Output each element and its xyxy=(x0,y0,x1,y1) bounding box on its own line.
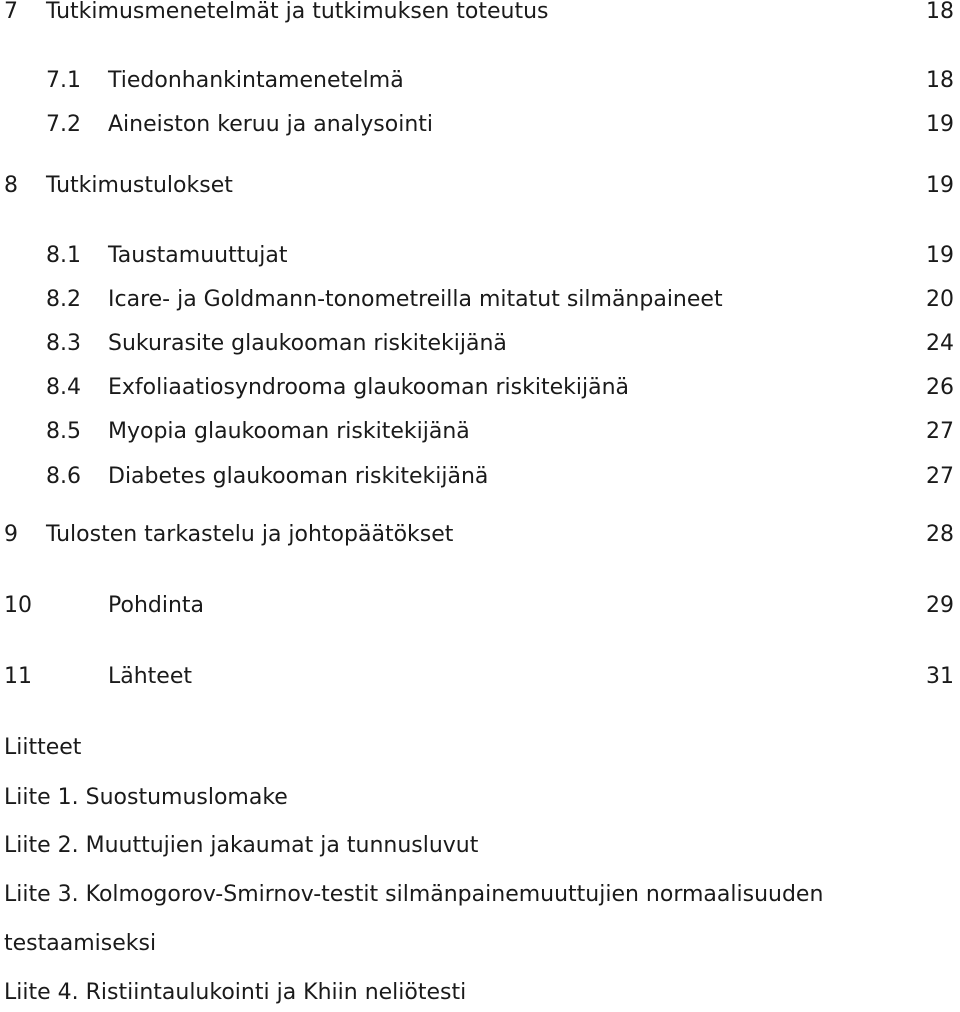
toc-entry-page: 19 xyxy=(926,112,954,137)
toc-entry-number: 8 xyxy=(4,173,18,198)
toc-entry-page: 19 xyxy=(926,243,954,268)
toc-entry-title: Pohdinta xyxy=(108,593,205,618)
toc-entry-title: Diabetes glaukooman riskitekijänä xyxy=(108,464,489,489)
appendix-item[interactable]: Liite 2. Muuttujien jakaumat ja tunnusluvut xyxy=(4,833,479,858)
toc-entry-page: 27 xyxy=(926,419,954,444)
toc-entry[interactable] xyxy=(0,67,960,95)
toc-entry-title: Tulosten tarkastelu ja johtopäätökset xyxy=(46,522,454,547)
toc-entry-title: Taustamuuttujat xyxy=(108,243,288,268)
toc-entry-page: 19 xyxy=(926,173,954,198)
toc-entry-number: 7.1 xyxy=(46,68,81,93)
toc-entry[interactable] xyxy=(0,521,960,549)
toc-entry[interactable] xyxy=(0,592,960,620)
toc-entry-number: 8.5 xyxy=(46,419,81,444)
toc-entry[interactable] xyxy=(0,463,960,491)
toc-entry[interactable] xyxy=(0,330,960,358)
toc-entry-number: 7.2 xyxy=(46,112,81,137)
toc-entry-page: 31 xyxy=(926,664,954,689)
toc-entry-number: 8.6 xyxy=(46,464,81,489)
toc-entry-number: 8.1 xyxy=(46,243,81,268)
toc-entry-number: 8.4 xyxy=(46,375,81,400)
toc-entry[interactable] xyxy=(0,663,960,691)
toc-entry-title: Exfoliaatiosyndrooma glaukooman riskitekijänä xyxy=(108,375,630,400)
appendix-item[interactable]: Liite 4. Ristiintaulukointi ja Khiin neliötesti xyxy=(4,980,467,1005)
toc-entry-number: 10 xyxy=(4,593,32,618)
toc-entry[interactable] xyxy=(0,242,960,270)
toc-entry[interactable] xyxy=(0,172,960,200)
toc-entry[interactable] xyxy=(0,111,960,139)
toc-entry-number: 8.3 xyxy=(46,331,81,356)
appendix-item[interactable]: Liite 3. Kolmogorov-Smirnov-testit silmänpainemuuttujien normaalisuuden xyxy=(4,882,824,907)
toc-entry-title: Tiedonhankintamenetelmä xyxy=(108,68,404,93)
toc-entry-number: 7 xyxy=(4,0,18,24)
appendix-item-continuation: testaamiseksi xyxy=(4,931,157,956)
toc-entry-title: Aineiston keruu ja analysointi xyxy=(108,112,433,137)
appendix-heading: Liitteet xyxy=(4,735,82,760)
toc-entry-title: Tutkimusmenetelmät ja tutkimuksen toteutus xyxy=(46,0,549,24)
toc-entry-number: 11 xyxy=(4,664,32,689)
toc-entry-page: 20 xyxy=(926,287,954,312)
toc-entry-number: 9 xyxy=(4,522,18,547)
toc-entry-page: 18 xyxy=(926,0,954,24)
toc-entry-page: 28 xyxy=(926,522,954,547)
toc-entry-title: Sukurasite glaukooman riskitekijänä xyxy=(108,331,507,356)
toc-entry-page: 27 xyxy=(926,464,954,489)
toc-entry[interactable] xyxy=(0,418,960,446)
toc-entry-page: 26 xyxy=(926,375,954,400)
toc-entry-page: 29 xyxy=(926,593,954,618)
appendix-item[interactable]: Liite 1. Suostumuslomake xyxy=(4,785,288,810)
toc-entry[interactable] xyxy=(0,286,960,314)
toc-entry[interactable] xyxy=(0,0,960,26)
toc-entry[interactable] xyxy=(0,374,960,402)
toc-entry-title: Myopia glaukooman riskitekijänä xyxy=(108,419,470,444)
toc-entry-title: Tutkimustulokset xyxy=(46,173,233,198)
toc-entry-page: 18 xyxy=(926,68,954,93)
toc-entry-title: Icare- ja Goldmann-tonometreilla mitatut silmänpaineet xyxy=(108,287,723,312)
toc-entry-page: 24 xyxy=(926,331,954,356)
toc-entry-number: 8.2 xyxy=(46,287,81,312)
toc-entry-title: Lähteet xyxy=(108,664,193,689)
